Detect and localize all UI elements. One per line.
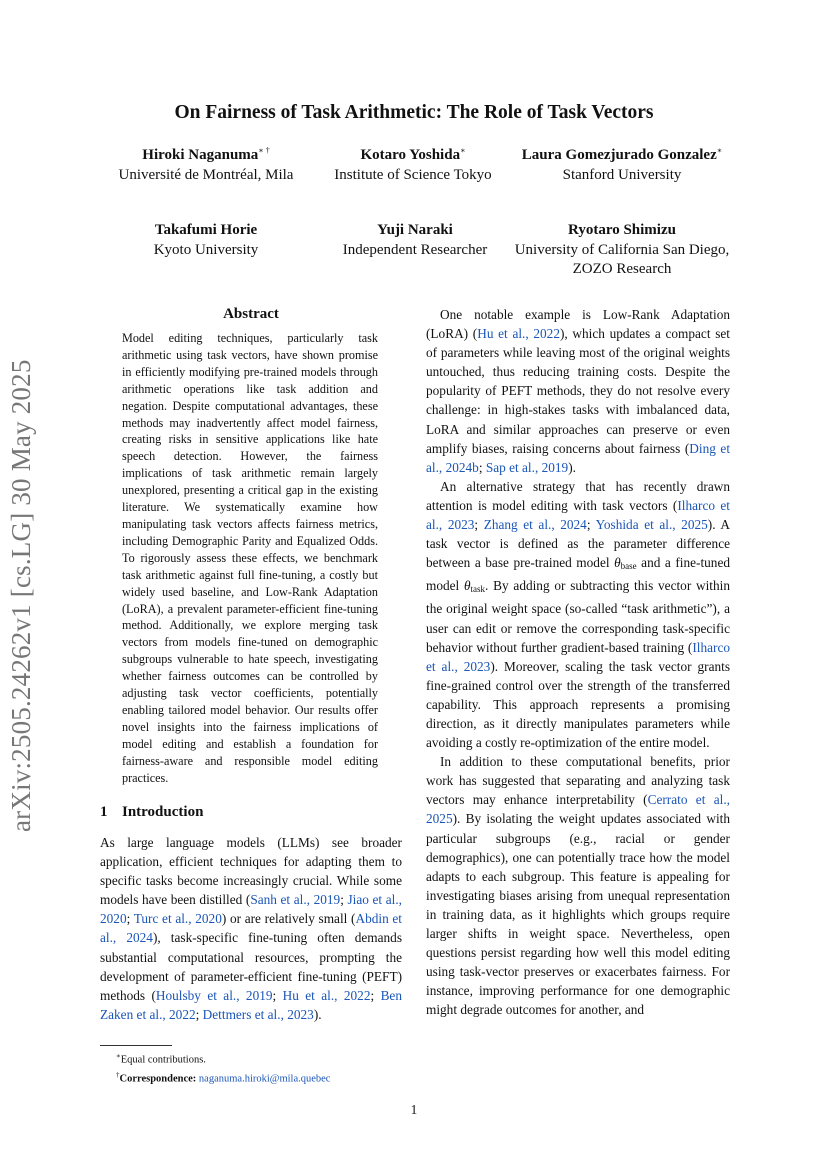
paper-title: On Fairness of Task Arithmetic: The Role of Task Vectors — [174, 102, 654, 123]
author-block — [330, 221, 500, 260]
footnote-rule — [100, 1045, 172, 1046]
author-affiliation: Independent Researcher — [342, 241, 488, 258]
paragraph: One notable example is Low-Rank Adaptation (LoRA) (Hu et al., 2022), which updates a compact set of parameters while leaving most of the original weights untouched, thus reducing training costs. Despite the popularity of PEFT methods, they do not resolve every challenge: in high-stakes tasks with imbalanced data, LoRA and similar approaches can preserve or even amplify biases, raising concerns about fairness (Ding et al., 2024b; Sap et al., 2019). — [426, 307, 731, 475]
math-subscript: task — [470, 584, 486, 595]
author-name: Ryotaro Shimizu — [568, 222, 676, 238]
citation-link[interactable]: Houlsby et al., 2019 — [155, 987, 273, 1003]
citation-link[interactable]: Zhang et al., 2024 — [483, 517, 587, 533]
paragraph: As large language models (LLMs) see broader application, efficient techniques for adapting them to specific tasks become increasingly crucial. While some models have been distilled (Sanh et al., 2019; Jiao et al., 2020; Turc et al., 2020) or are relatively small (Abdin et al., 2024), task-specific fine-tuning often demands substantial computational resources, prompting the development of parameter-efficient fine-tuning (PEFT) methods (Houlsby et al., 2019; Hu et al., 2022; Ben Zaken et al., 2022; Dettmers et al., 2023). — [100, 835, 402, 1022]
page-number: 1 — [410, 1102, 418, 1117]
author-affiliation: University of California San Diego, ZOZO Research — [514, 241, 730, 277]
citation-link[interactable]: Ben Zaken et al., 2022 — [100, 987, 402, 1022]
paragraph: An alternative strategy that has recently drawn attention is model editing with task vectors (Ilharco et al., 2023; Zhang et al., 2024; Yoshida et al., 2025). A task vector is defined as the parameter difference between a base pre-trained model $\theta_{base}$ and a fine-tuned model $\theta_{task}$. By adding or subtracting this vector within the original weight space (so-called “task arithmetic”), a user can edit or remove the corresponding task-specific behavior without further gradient-based training (Ilharco et al., 2023). Moreover, scaling the task vector grants fine-grained control over the strength of the transferred capability. This approach represents a promising direction, as it directly manipulates parameters while avoiding a costly re-optimization of the entire model. — [426, 478, 731, 751]
math-theta: θ — [464, 578, 471, 594]
author-mark: ∗ — [460, 146, 466, 155]
citation-link[interactable]: Turc et al., 2020 — [133, 911, 222, 927]
author-affiliation: Université de Montréal, Mila — [118, 166, 294, 183]
citation-link[interactable]: Abdin et al., 2024 — [100, 911, 402, 946]
abstract-heading: Abstract — [223, 306, 279, 322]
citation-link[interactable]: Ding et al., 2024b — [426, 440, 731, 475]
footnote: †Correspondence: naganuma.hiroki@mila.quebec — [116, 1071, 331, 1085]
section-title: Introduction — [122, 804, 204, 820]
author-name: Hiroki Naganuma — [142, 147, 259, 163]
left-column — [100, 833, 402, 1024]
section-heading — [100, 804, 203, 821]
right-column — [426, 305, 730, 1019]
citation-link[interactable]: Sap et al., 2019 — [485, 459, 569, 475]
math-theta: θ — [614, 555, 621, 571]
footnote: ∗Equal contributions. — [116, 1052, 206, 1066]
author-block — [318, 141, 508, 185]
math-subscript: base — [620, 561, 637, 572]
paragraph: In addition to these computational benefits, prior work has suggested that separating and analyzing task vectors may enhance interpretability (Cerrato et al., 2025). By isolating the weight updates associated with particular subgroups (e.g., racial or gender demographics), one can potentially trace how the model adapts to each subgroup. This feature is appealing for investigating biases arising from unequal representation in training data, as it highlights which groups require larger shifts in weight space. Nevertheless, open questions persist regarding how well this model editing using task-vector preserves or exacerbates fairness. For instance, improving performance for one demographic might degrade outcomes for another, and — [426, 754, 730, 1018]
author-block — [504, 141, 740, 185]
abstract-text: Model editing techniques, particularly task arithmetic using task vectors, have shown promise in efficiently modifying pre-trained models through arithmetic operations like task addition and negation. Despite computational advantages, these methods may inadvertently affect model fairness, creating risks in sensitive applications like hate speech detection. However, the fairness implications of task arithmetic remain largely unexplored, presenting a critical gap in the existing literature. We systematically examine how manipulating task vectors affects fairness metrics, including Demographic Parity and Equalized Odds. To rigorously assess these effects, we benchmark task arithmetic against full fine-tuning, a costly but widely used baseline, and Low-Rank Adaptation (LoRA), a prevalent parameter-efficient fine-tuning method. Additionally, we explore merging task vectors from models fine-tuned on demographic subgroups vulnerable to hate speech, investigating whether fairness outcomes can be controlled by adjusting task vector coefficients, potentially enabling tailored model behavior. Our results offer novel insights into the fairness implications of model editing and establish a foundation for fairness-aware and responsible model editing practices. — [122, 331, 378, 785]
citation-link[interactable]: Yoshida et al., 2025 — [595, 517, 708, 533]
arxiv-margin-stamp: arXiv:2505.24262v1 [cs.LG] 30 May 2025 — [6, 359, 36, 832]
footnotes — [100, 1049, 402, 1087]
author-mark: ∗ † — [258, 146, 270, 155]
citation-link[interactable]: Ilharco et al., 2023 — [426, 639, 730, 674]
author-mark: ∗ — [716, 146, 723, 155]
email-link[interactable]: naganuma.hiroki@mila.quebec — [198, 1073, 331, 1085]
author-name: Laura Gomezjurado Gonzalez — [521, 147, 717, 163]
author-affiliation: Kyoto University — [153, 241, 259, 258]
citation-link[interactable]: Cerrato et al., 2025 — [426, 792, 730, 827]
citation-link[interactable]: Hu et al., 2022 — [282, 987, 371, 1003]
citation-link[interactable]: Hu et al., 2022 — [477, 326, 560, 342]
citation-link[interactable]: Sanh et al., 2019 — [250, 892, 341, 908]
citation-link[interactable]: Ilharco et al., 2023 — [426, 497, 731, 533]
citation-link[interactable]: Jiao et al., 2020 — [100, 892, 402, 927]
author-block — [118, 141, 294, 185]
author-block — [118, 221, 294, 260]
citation-link[interactable]: Dettmers et al., 2023 — [202, 1006, 314, 1022]
author-name: Yuji Naraki — [377, 222, 453, 238]
section-number: 1 — [100, 804, 108, 820]
author-affiliation: Institute of Science Tokyo — [334, 166, 492, 183]
author-block — [500, 221, 744, 280]
author-name: Takafumi Horie — [154, 222, 258, 238]
author-affiliation: Stanford University — [562, 166, 682, 183]
author-name: Kotaro Yoshida — [360, 147, 461, 163]
